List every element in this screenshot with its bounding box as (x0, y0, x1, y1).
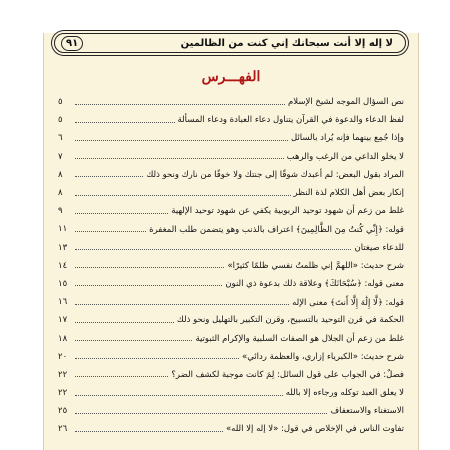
toc-entry (58, 384, 404, 402)
dot-leader (75, 176, 143, 177)
toc-entry (58, 220, 404, 238)
toc-entry-page: ١٦ (58, 297, 68, 308)
toc-entry (58, 148, 404, 166)
toc-entry-page: ١٤ (58, 260, 68, 271)
dot-leader (75, 376, 168, 377)
toc-entry (58, 329, 404, 347)
toc-entry-page: ٨ (58, 169, 63, 180)
toc-entry-page: ٧ (58, 151, 63, 162)
toc-entry (58, 257, 404, 275)
toc-entry-page: ٥ (58, 97, 63, 108)
toc-entry-text: نص السؤال الموجه لشيخ الإسلام (287, 97, 404, 108)
dot-leader (75, 322, 174, 323)
toc-entry-text: شرح حديث: «اللهمَّ إني ظلمتُ نفسي ظلمًا كثيرًا» (227, 260, 404, 271)
toc-entry-page: ٦ (58, 133, 63, 144)
toc-entry-page: ٢٠ (58, 351, 68, 362)
toc-entry-page: ١٧ (58, 315, 68, 326)
toc-entry (58, 420, 404, 438)
dot-leader (75, 413, 327, 414)
dot-leader (75, 267, 224, 268)
toc-entry (58, 93, 404, 111)
toc-entry-page: ١١ (58, 224, 68, 235)
toc-entry-page: ٩ (58, 206, 63, 217)
dot-leader (75, 358, 239, 359)
toc-entry-text: غلط من زعم أن الجلال هو الصفات السلبية والإكرام الثبوتية (195, 333, 404, 344)
toc-entry (58, 348, 404, 366)
page-number: ٩١ (61, 36, 83, 51)
dot-leader (75, 158, 284, 159)
dot-leader (75, 249, 351, 250)
toc-entry-page: ١٣ (58, 242, 68, 253)
toc-entry-text: لا يخلو الداعي من الرغب والرهب (286, 151, 404, 162)
toc-entry (58, 311, 404, 329)
dot-leader (75, 140, 288, 141)
toc-entry-text: الحكمة في قرن التوحيد بالتسبيح، وقرن التكبير بالتهليل ونحو ذلك (176, 315, 404, 326)
toc-entry-text: تفاوت الناس في الإخلاص في قول: «لا إله إلا الله» (225, 424, 404, 435)
book-page (43, 33, 419, 450)
toc-entry-text: لفظ الدعاء والدعوة في القرآن يتناول دعاء العبادة ودعاء المسألة (177, 115, 404, 126)
toc-entry-text: الاستغناء والاستعفاف (330, 406, 404, 417)
toc-entry-page: ٨ (58, 188, 63, 199)
toc-entry (58, 202, 404, 220)
dot-leader (75, 195, 291, 196)
toc-entry-text: للدعاء صيغتان (354, 242, 404, 253)
toc-entry (58, 129, 404, 147)
toc-entry-page: ٢٥ (58, 406, 68, 417)
toc-entry-page: ٢٦ (58, 424, 68, 435)
header-title: لا إله إلا أنت سبحانك إني كنت من الظالمين (180, 37, 393, 49)
dot-leader (75, 431, 223, 432)
toc-entry-text: فصلٌ: في الجواب على قول السائل: لِمَ كانت موجبة لكشف الضر؟ (171, 369, 404, 380)
toc-entry-page: ٥ (58, 115, 63, 126)
toc-entry-text: لا يعلق العبد توكله ورجاءه إلا بالله (285, 388, 404, 399)
toc-entry (58, 184, 404, 202)
dot-leader (75, 285, 222, 286)
dot-leader (75, 104, 285, 105)
toc-entry (58, 293, 404, 311)
toc-entry-text: وإذا جُمِع بينهما فإنه يُراد بالسائل (290, 133, 404, 144)
toc-entry-text: غلط من زعم أن شهود توحيد الربوبية يكفي عن شهود توحيد الإلهية (171, 206, 404, 217)
toc-entry-text: قوله: ﴿لَّا إِلَٰهَ إِلَّا أَنتَ﴾ معنى الإله (292, 297, 404, 308)
toc-entry (58, 366, 404, 384)
toc-entry-page: ٢٢ (58, 388, 68, 399)
table-of-contents (58, 93, 404, 439)
dot-leader (75, 340, 192, 341)
dot-leader (75, 395, 283, 396)
dot-leader (75, 213, 168, 214)
index-title: الفهـــرس (201, 69, 261, 85)
toc-entry-text: إنكار بعض أهل الكلام لذة النظر (293, 188, 404, 199)
dot-leader (75, 231, 146, 232)
toc-entry-text: شرح حديث: «الكبرياء إزاري، والعظمة ردائي» (242, 351, 404, 362)
toc-entry (58, 239, 404, 257)
toc-entry-text: معنى قوله: ﴿سُبْحَانَكَ﴾ وعلاقة ذلك بدعوة ذي النون (225, 279, 404, 290)
toc-entry-page: ١٨ (58, 333, 68, 344)
dot-leader (75, 304, 289, 305)
dot-leader (75, 122, 175, 123)
toc-entry (58, 275, 404, 293)
page-header (54, 33, 406, 53)
toc-entry (58, 166, 404, 184)
toc-entry-page: ١٥ (58, 278, 68, 289)
toc-entry-text: المراد بقول البعض: لم أعبدك شوقًا إلى جنتك ولا خوفًا من نارك ونحو ذلك (146, 169, 404, 180)
toc-entry (58, 402, 404, 420)
toc-entry (58, 111, 404, 129)
toc-entry-page: ٢٢ (58, 369, 68, 380)
toc-entry-text: قوله: ﴿إِنِّي كُنتُ مِنَ الظَّالِمِينَ﴾ اعتراف بالذنب وهو يتضمن طلب المغفرة (149, 224, 404, 235)
